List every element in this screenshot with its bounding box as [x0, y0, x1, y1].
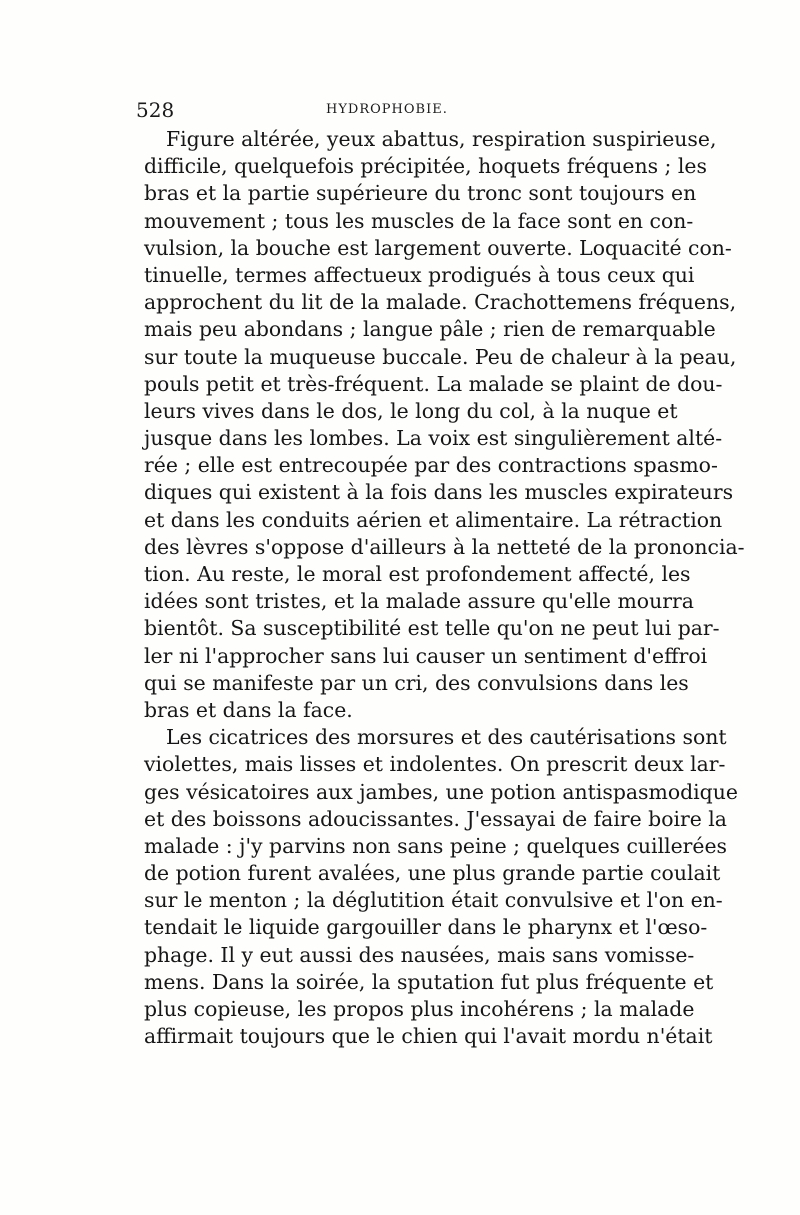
body-text	[144, 126, 745, 1050]
text-line: ler ni l'approcher sans lui causer un sentiment d'effroi	[144, 643, 708, 668]
text-line: leurs vives dans le dos, le long du col, à la nuque et	[144, 398, 678, 423]
text-line: sur le menton ; la déglutition était convulsive et l'on en-	[144, 888, 723, 913]
text-line: qui se manifeste par un cri, des convulsions dans les	[144, 670, 689, 695]
text-line: bras et dans la face.	[144, 697, 353, 722]
text-line: mais peu abondans ; langue pâle ; rien de remarquable	[144, 317, 716, 342]
text-line: diques qui existent à la fois dans les muscles expirateurs	[144, 480, 734, 505]
text-line: Les cicatrices des morsures et des cautérisations sont	[166, 725, 727, 750]
text-line: vulsion, la bouche est largement ouverte. Loquacité con-	[144, 235, 732, 260]
text-line: bientôt. Sa susceptibilité est telle qu'on ne peut lui par-	[144, 616, 720, 641]
page-header	[136, 98, 670, 128]
text-line: mens. Dans la soirée, la sputation fut plus fréquente et	[144, 969, 714, 994]
text-line: sur toute la muqueuse buccale. Peu de chaleur à la peau,	[144, 344, 737, 369]
text-line: jusque dans les lombes. La voix est singulièrement alté-	[144, 426, 723, 451]
page-number: 528	[136, 98, 175, 122]
text-line: rée ; elle est entrecoupée par des contractions spasmo-	[144, 453, 718, 478]
text-line: pouls petit et très-fréquent. La malade se plaint de dou-	[144, 371, 723, 396]
text-line: ges vésicatoires aux jambes, une potion antispasmodique	[144, 779, 738, 804]
text-line: Figure altérée, yeux abattus, respiration suspirieuse,	[166, 127, 717, 151]
text-line: tion. Au reste, le moral est profondement affecté, les	[144, 562, 691, 586]
text-line: tinuelle, termes affectueux prodigués à tous ceux qui	[144, 262, 695, 287]
text-line: plus copieuse, les propos plus incohérens ; la malade	[144, 997, 695, 1021]
text-line: violettes, mais lisses et indolentes. On prescrit deux lar-	[144, 752, 726, 777]
text-line: bras et la partie supérieure du tronc sont toujours en	[144, 181, 697, 206]
text-line: affirmait toujours que le chien qui l'avait mordu n'était	[144, 1024, 713, 1049]
text-line: et dans les conduits aérien et alimentaire. La rétraction	[144, 507, 723, 532]
text-line: de potion furent avalées, une plus grande partie coulait	[144, 861, 721, 886]
text-line: approchent du lit de la malade. Crachottemens fréquens,	[144, 290, 737, 315]
text-line: idées sont tristes, et la malade assure qu'elle mourra	[144, 589, 694, 614]
running-title: HYDROPHOBIE.	[326, 102, 448, 117]
text-line: mouvement ; tous les muscles de la face sont en con-	[144, 208, 694, 233]
text-line: difficile, quelquefois précipitée, hoquets fréquens ; les	[144, 154, 707, 179]
text-line: phage. Il y eut aussi des nausées, mais sans vomisse-	[144, 942, 695, 967]
text-line: malade : j'y parvins non sans peine ; quelques cuillerées	[144, 833, 728, 858]
text-line: tendait le liquide gargouiller dans le pharynx et l'œso-	[144, 915, 708, 940]
text-line: des lèvres s'oppose d'ailleurs à la netteté de la prononcia-	[144, 534, 745, 559]
text-line: et des boissons adoucissantes. J'essayai de faire boire la	[144, 806, 727, 831]
